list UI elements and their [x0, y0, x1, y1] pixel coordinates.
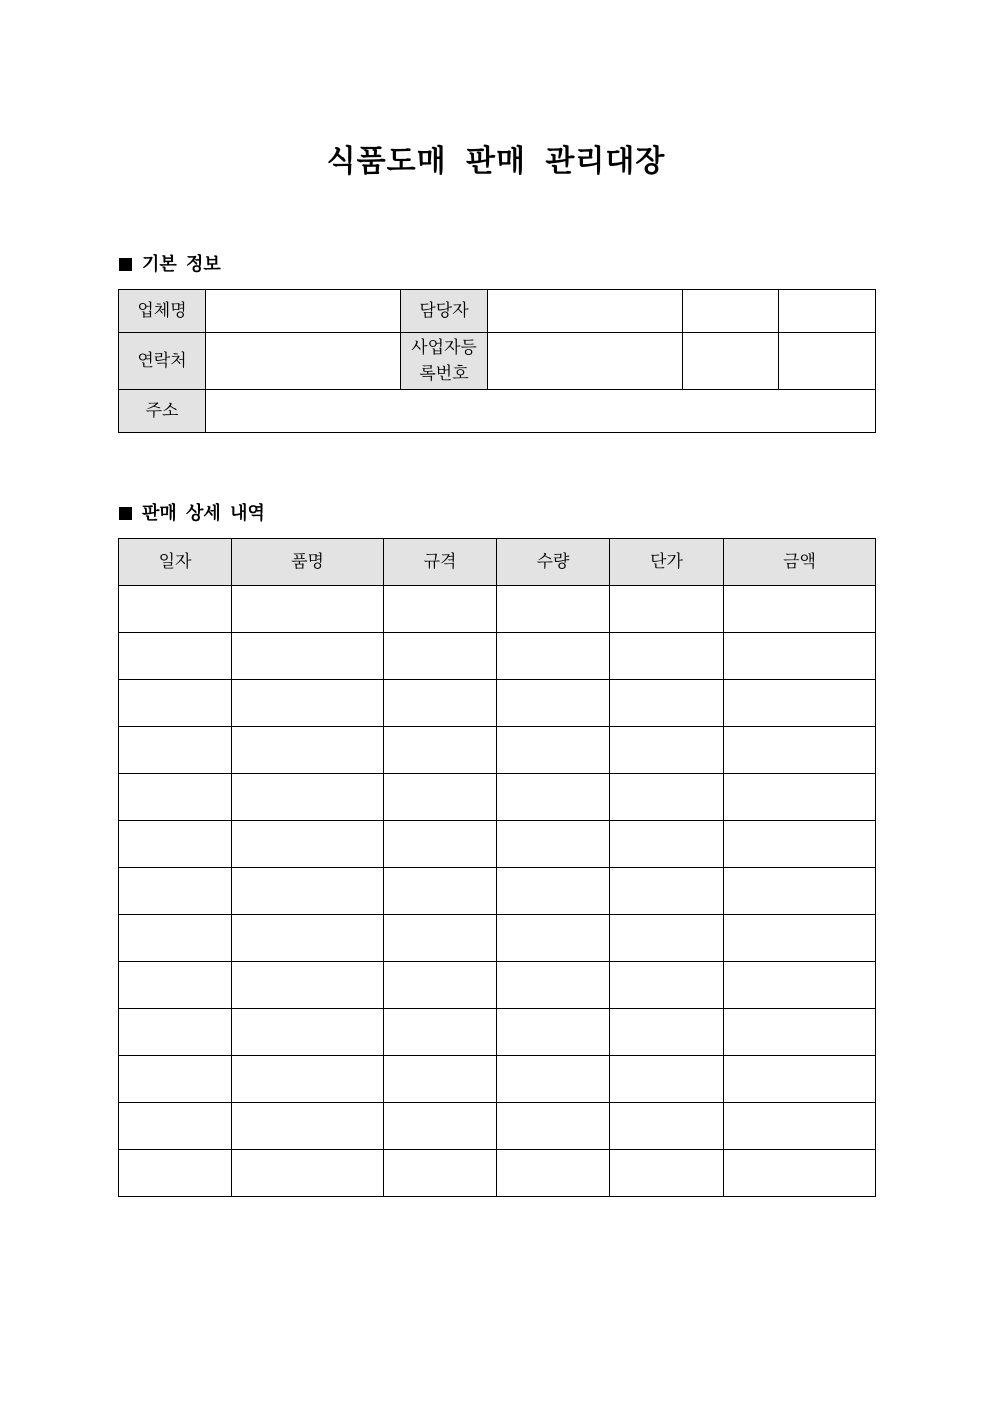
item-cell[interactable] [232, 1103, 384, 1150]
date-cell[interactable] [119, 1056, 232, 1103]
sales-detail-heading [119, 502, 265, 526]
item-cell[interactable] [232, 586, 384, 633]
business-number-label-line1: 사업자등 [411, 338, 477, 358]
amount-cell[interactable] [724, 586, 876, 633]
amount-cell[interactable] [724, 868, 876, 915]
table-row [119, 868, 876, 915]
basic-info-row [119, 333, 876, 390]
unit-price-cell[interactable] [610, 586, 724, 633]
unit-price-cell[interactable] [610, 915, 724, 962]
basic-info-row [119, 290, 876, 333]
amount-cell[interactable] [724, 633, 876, 680]
quantity-cell[interactable] [497, 1150, 610, 1197]
amount-cell[interactable] [724, 1150, 876, 1197]
spec-cell[interactable] [384, 1103, 497, 1150]
column-header-date: 일자 [119, 539, 232, 586]
date-cell[interactable] [119, 915, 232, 962]
table-row [119, 680, 876, 727]
column-header-spec: 규격 [384, 539, 497, 586]
quantity-cell[interactable] [497, 1009, 610, 1056]
square-bullet-icon [119, 507, 132, 520]
table-row [119, 633, 876, 680]
date-cell[interactable] [119, 774, 232, 821]
quantity-cell[interactable] [497, 774, 610, 821]
business-number-label [401, 333, 488, 390]
date-cell[interactable] [119, 633, 232, 680]
manager-label: 담당자 [401, 290, 488, 333]
date-cell[interactable] [119, 586, 232, 633]
spec-cell[interactable] [384, 1009, 497, 1056]
date-cell[interactable] [119, 680, 232, 727]
basic-info-heading-text: 기본 정보 [142, 254, 221, 275]
spec-cell[interactable] [384, 680, 497, 727]
spec-cell[interactable] [384, 915, 497, 962]
amount-cell[interactable] [724, 1009, 876, 1056]
address-field[interactable] [206, 390, 876, 433]
amount-cell[interactable] [724, 680, 876, 727]
contact-field[interactable] [206, 333, 401, 390]
column-header-unit-price: 단가 [610, 539, 724, 586]
quantity-cell[interactable] [497, 1103, 610, 1150]
date-cell[interactable] [119, 962, 232, 1009]
unit-price-cell[interactable] [610, 821, 724, 868]
spec-cell[interactable] [384, 1056, 497, 1103]
quantity-cell[interactable] [497, 915, 610, 962]
quantity-cell[interactable] [497, 633, 610, 680]
company-name-field[interactable] [206, 290, 401, 333]
item-cell[interactable] [232, 915, 384, 962]
unit-price-cell[interactable] [610, 1150, 724, 1197]
date-cell[interactable] [119, 1103, 232, 1150]
unit-price-cell[interactable] [610, 1103, 724, 1150]
table-header-row [119, 539, 876, 586]
business-number-field[interactable] [488, 333, 683, 390]
date-cell[interactable] [119, 1150, 232, 1197]
sales-detail-table [118, 538, 876, 1197]
item-cell[interactable] [232, 680, 384, 727]
amount-cell[interactable] [724, 915, 876, 962]
table-row [119, 727, 876, 774]
basic-info-heading [119, 253, 221, 277]
spec-cell[interactable] [384, 821, 497, 868]
amount-cell[interactable] [724, 962, 876, 1009]
extra-field[interactable] [683, 333, 779, 390]
date-cell[interactable] [119, 821, 232, 868]
column-header-quantity: 수량 [497, 539, 610, 586]
table-row [119, 1009, 876, 1056]
contact-label: 연락처 [119, 333, 206, 390]
table-row [119, 774, 876, 821]
table-row [119, 586, 876, 633]
spec-cell[interactable] [384, 868, 497, 915]
table-row [119, 821, 876, 868]
item-cell[interactable] [232, 868, 384, 915]
amount-cell[interactable] [724, 821, 876, 868]
square-bullet-icon [119, 258, 132, 271]
table-row [119, 962, 876, 1009]
table-row [119, 915, 876, 962]
unit-price-cell[interactable] [610, 1056, 724, 1103]
basic-info-row [119, 390, 876, 433]
extra-field[interactable] [779, 333, 876, 390]
item-cell[interactable] [232, 727, 384, 774]
item-cell[interactable] [232, 1009, 384, 1056]
spec-cell[interactable] [384, 1150, 497, 1197]
amount-cell[interactable] [724, 1056, 876, 1103]
item-cell[interactable] [232, 1150, 384, 1197]
spec-cell[interactable] [384, 962, 497, 1009]
business-number-label-line2: 록번호 [419, 364, 469, 384]
amount-cell[interactable] [724, 774, 876, 821]
table-row [119, 1103, 876, 1150]
item-cell[interactable] [232, 1056, 384, 1103]
date-cell[interactable] [119, 1009, 232, 1056]
unit-price-cell[interactable] [610, 868, 724, 915]
column-header-amount: 금액 [724, 539, 876, 586]
address-label: 주소 [119, 390, 206, 433]
item-cell[interactable] [232, 633, 384, 680]
unit-price-cell[interactable] [610, 1009, 724, 1056]
spec-cell[interactable] [384, 633, 497, 680]
quantity-cell[interactable] [497, 680, 610, 727]
quantity-cell[interactable] [497, 821, 610, 868]
amount-cell[interactable] [724, 1103, 876, 1150]
column-header-item: 품명 [232, 539, 384, 586]
table-row [119, 1056, 876, 1103]
unit-price-cell[interactable] [610, 680, 724, 727]
spec-cell[interactable] [384, 586, 497, 633]
amount-cell[interactable] [724, 727, 876, 774]
quantity-cell[interactable] [497, 868, 610, 915]
quantity-cell[interactable] [497, 727, 610, 774]
extra-field[interactable] [779, 290, 876, 333]
date-cell[interactable] [119, 868, 232, 915]
item-cell[interactable] [232, 962, 384, 1009]
quantity-cell[interactable] [497, 962, 610, 1009]
table-row [119, 1150, 876, 1197]
item-cell[interactable] [232, 774, 384, 821]
item-cell[interactable] [232, 821, 384, 868]
date-cell[interactable] [119, 727, 232, 774]
unit-price-cell[interactable] [610, 962, 724, 1009]
spec-cell[interactable] [384, 727, 497, 774]
document-title: 식품도매 판매 관리대장 [326, 144, 666, 179]
unit-price-cell[interactable] [610, 727, 724, 774]
quantity-cell[interactable] [497, 586, 610, 633]
basic-info-table [118, 289, 876, 433]
extra-field[interactable] [683, 290, 779, 333]
manager-field[interactable] [488, 290, 683, 333]
quantity-cell[interactable] [497, 1056, 610, 1103]
sales-detail-heading-text: 판매 상세 내역 [142, 503, 265, 524]
company-name-label: 업체명 [119, 290, 206, 333]
unit-price-cell[interactable] [610, 774, 724, 821]
unit-price-cell[interactable] [610, 633, 724, 680]
spec-cell[interactable] [384, 774, 497, 821]
